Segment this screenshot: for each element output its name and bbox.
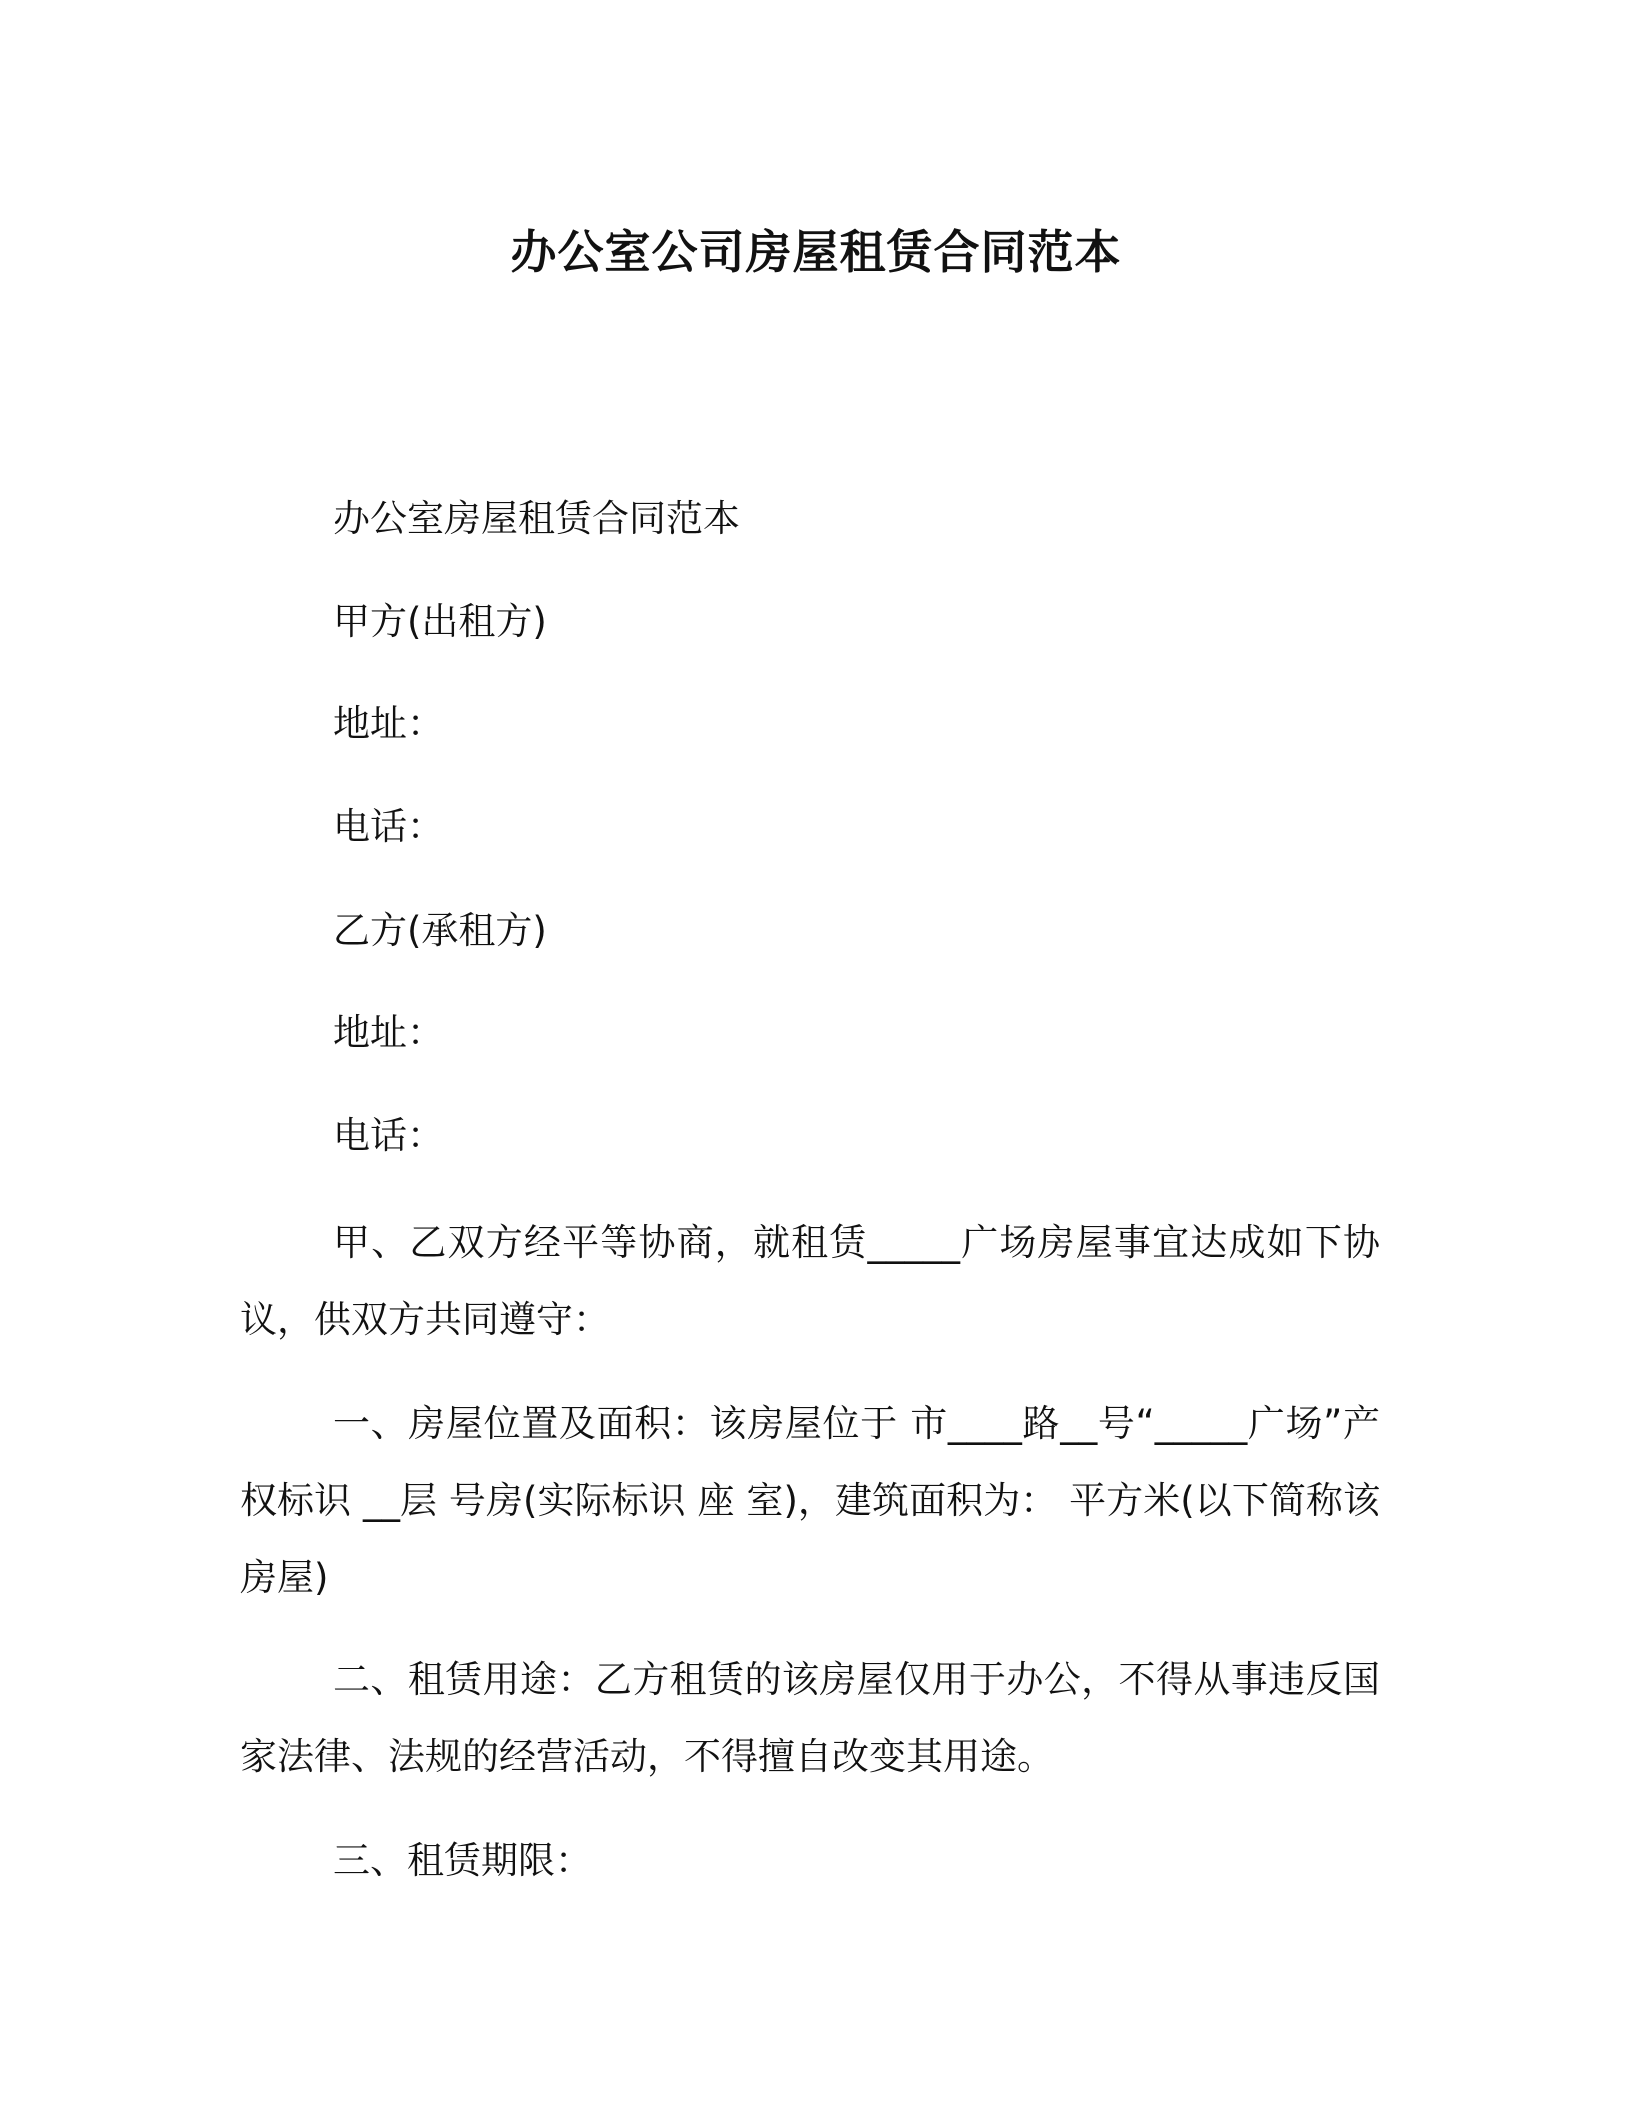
party-b-address-label: 地址： <box>333 1011 444 1054</box>
clause-3-term: 三、租赁期限： <box>333 1839 592 1882</box>
contract-subtitle: 办公室房屋租赁合同范本 <box>333 497 740 540</box>
party-b-phone-label: 电话： <box>333 1114 444 1157</box>
party-a-heading: 甲方(出租方) <box>333 600 547 643</box>
agreement-intro-paragraph: 甲、乙双方经平等协商，就租赁_____广场房屋事宜达成如下协议，供双方共同遵守： <box>240 1221 1380 1341</box>
document-title: 办公室公司房屋租赁合同范本 <box>510 225 1122 279</box>
clause-2-usage: 二、租赁用途：乙方租赁的该房屋仅用于办公，不得从事违反国家法律、法规的经营活动，不得擅自改变其用途。 <box>240 1658 1380 1778</box>
party-b-heading: 乙方(承租方) <box>333 909 547 952</box>
party-a-address-label: 地址： <box>333 702 444 745</box>
clause-1-location-area: 一、房屋位置及面积：该房屋位于 市____路__号“_____广场”产权标识 __层 号房(实际标识 座 室)，建筑面积为： 平方米(以下简称该房屋) <box>240 1402 1380 1599</box>
party-a-phone-label: 电话： <box>333 805 444 848</box>
